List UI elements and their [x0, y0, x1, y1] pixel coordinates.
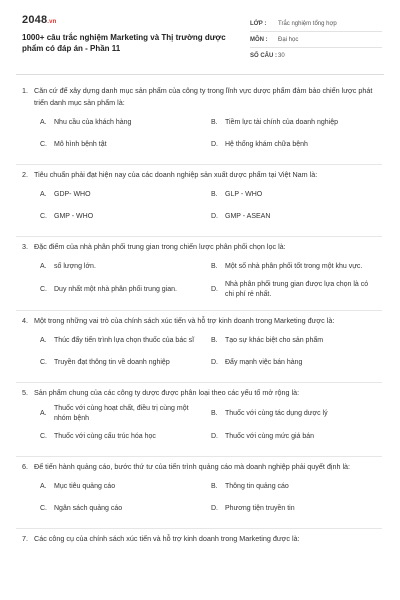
answer-option[interactable]	[211, 478, 382, 496]
meta-label: SỐ CÂU :	[250, 53, 277, 59]
question-header	[22, 169, 382, 181]
option-letter: D.	[211, 286, 218, 293]
answer-options	[22, 186, 382, 230]
answer-option[interactable]	[40, 186, 211, 204]
question-number: 7.	[22, 534, 28, 543]
option-letter: D.	[211, 505, 218, 512]
answer-option[interactable]	[211, 208, 382, 226]
question-item	[22, 315, 382, 383]
answer-option[interactable]	[40, 404, 211, 424]
question-divider	[16, 382, 382, 383]
answer-option[interactable]	[211, 114, 382, 132]
brand-block	[22, 14, 232, 64]
answer-option[interactable]	[211, 258, 382, 276]
option-text: Truyền đạt thông tin về doanh nghiệp	[54, 359, 170, 366]
site-logo[interactable]	[22, 14, 232, 26]
option-letter: B.	[211, 191, 218, 198]
document-title: 1000+ câu trắc nghiệm Marketing và Thị trường dược phẩm có đáp án - Phần 11	[22, 33, 226, 53]
meta-value: 30	[278, 53, 285, 59]
option-text: Ngân sách quảng cáo	[54, 505, 123, 512]
option-letter: A.	[40, 337, 47, 344]
answer-option[interactable]	[40, 478, 211, 496]
option-text: Mục tiêu quảng cáo	[54, 483, 116, 490]
answer-option[interactable]	[40, 280, 211, 300]
question-divider	[16, 164, 382, 165]
answer-option[interactable]	[40, 136, 211, 154]
option-letter: A.	[40, 191, 47, 198]
question-divider	[16, 528, 382, 529]
option-text: Duy nhất một nhà phân phối trung gian.	[54, 286, 177, 293]
answer-option[interactable]	[40, 114, 211, 132]
question-header	[22, 315, 382, 327]
option-letter: D.	[211, 359, 218, 366]
option-text: Tạo sự khác biệt cho sản phẩm	[225, 337, 324, 344]
option-text: Thuốc với cùng cấu trúc hóa học	[54, 433, 156, 440]
answer-option[interactable]	[211, 186, 382, 204]
option-text: Thúc đẩy tiến trình lựa chọn thuốc của bác sĩ	[54, 337, 195, 344]
option-letter: B.	[211, 483, 218, 490]
answer-options	[22, 258, 382, 304]
answer-option[interactable]	[211, 404, 382, 424]
question-divider	[16, 456, 382, 457]
option-text: Đẩy mạnh việc bán hàng	[225, 359, 303, 366]
question-number: 3.	[22, 242, 28, 251]
question-number: 5.	[22, 388, 28, 397]
option-letter: C.	[40, 286, 47, 293]
question-text: Một trong những vai trò của chính sách xúc tiến và hỗ trợ kinh doanh trong Marketing được là:	[34, 316, 335, 325]
answer-option[interactable]	[40, 332, 211, 350]
option-letter: D.	[211, 141, 218, 148]
option-text: Nhà phân phối trung gian được lựa chọn là có chi phí rẻ nhất.	[225, 281, 369, 298]
option-text: Phương tiện truyền tin	[225, 505, 295, 512]
question-item	[22, 85, 382, 165]
question-item	[22, 169, 382, 237]
logo-main: 2048	[22, 14, 48, 26]
meta-row-subject	[250, 32, 382, 48]
meta-table	[250, 14, 382, 64]
answer-option[interactable]	[211, 332, 382, 350]
option-letter: D.	[211, 213, 218, 220]
answer-option[interactable]	[211, 280, 382, 300]
option-letter: B.	[211, 337, 218, 344]
answer-option[interactable]	[211, 136, 382, 154]
question-text: Tiêu chuẩn phải đạt hiện nay của các doanh nghiệp sản xuất dược phẩm tại Việt Nam là:	[34, 170, 318, 179]
meta-value: Đại học	[278, 36, 299, 43]
option-letter: A.	[40, 483, 47, 490]
question-item	[22, 387, 382, 457]
answer-option[interactable]	[211, 500, 382, 518]
option-letter: B.	[211, 119, 218, 126]
question-text: Để tiến hành quảng cáo, bước thứ tư của tiến trình quảng cáo mà doanh nghiệp phải quyết định là:	[34, 462, 351, 471]
question-header	[22, 461, 382, 473]
option-text: Tiềm lực tài chính của doanh nghiệp	[225, 119, 338, 126]
question-number: 2.	[22, 170, 28, 179]
option-letter: C.	[40, 213, 47, 220]
option-letter: A.	[40, 410, 47, 417]
answer-options	[22, 332, 382, 376]
option-text: GMP - WHO	[54, 213, 94, 220]
option-text: Thuốc với cùng hoạt chất, điều trị cùng một nhóm bệnh	[54, 405, 189, 422]
option-letter: D.	[211, 433, 218, 440]
question-list	[0, 75, 400, 545]
question-number: 4.	[22, 316, 28, 325]
question-divider	[16, 236, 382, 237]
answer-options	[22, 478, 382, 522]
option-letter: A.	[40, 263, 47, 270]
question-item	[22, 461, 382, 529]
option-text: Thông tin quảng cáo	[225, 483, 289, 490]
option-text: GLP - WHO	[225, 191, 263, 198]
answer-option[interactable]	[211, 428, 382, 446]
meta-label: MÔN :	[250, 36, 268, 43]
option-letter: C.	[40, 141, 47, 148]
document-header	[0, 0, 400, 64]
answer-option[interactable]	[40, 258, 211, 276]
question-header	[22, 85, 382, 109]
option-letter: B.	[211, 263, 218, 270]
answer-options	[22, 114, 382, 158]
answer-option[interactable]	[40, 354, 211, 372]
meta-row-class	[250, 16, 382, 32]
option-letter: A.	[40, 119, 47, 126]
question-header	[22, 241, 382, 253]
question-number: 6.	[22, 462, 28, 471]
option-letter: C.	[40, 359, 47, 366]
option-letter: B.	[211, 410, 218, 417]
option-text: Nhu cầu của khách hàng	[54, 119, 132, 126]
answer-option[interactable]	[40, 500, 211, 518]
answer-options	[22, 404, 382, 450]
option-text: Thuốc với cùng tác dụng dược lý	[225, 410, 328, 417]
meta-value: Trắc nghiệm tổng hợp	[278, 20, 337, 27]
option-text: Thuốc với cùng mức giá bán	[225, 433, 315, 440]
question-text: Căn cứ để xây dựng danh mục sản phẩm của công ty trong lĩnh vực dược phẩm đảm bảo chiến lược phát triển danh mục sản phẩm là:	[34, 86, 373, 107]
meta-row-count	[250, 48, 382, 64]
meta-label: LỚP :	[250, 20, 267, 27]
question-header	[22, 533, 382, 545]
option-text: GDP- WHO	[54, 191, 91, 198]
option-text: Hệ thống khám chữa bệnh	[225, 141, 308, 148]
question-text: Sản phẩm chung của các công ty dược được phân loại theo các yếu tố mở rộng là:	[34, 388, 300, 397]
option-text: Một số nhà phân phối tốt trong một khu vực.	[225, 263, 363, 270]
option-letter: C.	[40, 505, 47, 512]
option-text: GMP - ASEAN	[225, 213, 271, 220]
question-text: Đặc điểm của nhà phân phối trung gian trong chiến lược phân phối chọn lọc là:	[34, 242, 286, 251]
answer-option[interactable]	[40, 428, 211, 446]
logo-tld: .vn	[47, 19, 57, 25]
answer-option[interactable]	[40, 208, 211, 226]
option-text: Mô hình bệnh tật	[54, 141, 107, 148]
question-divider	[16, 310, 382, 311]
question-text: Các công cụ của chính sách xúc tiến và hỗ trợ kinh doanh trong Marketing được là:	[34, 534, 300, 543]
question-item	[22, 533, 382, 545]
question-item	[22, 241, 382, 311]
option-letter: C.	[40, 433, 47, 440]
question-header	[22, 387, 382, 399]
question-number: 1.	[22, 86, 28, 95]
option-text: số lượng lớn.	[54, 263, 96, 270]
answer-option[interactable]	[211, 354, 382, 372]
